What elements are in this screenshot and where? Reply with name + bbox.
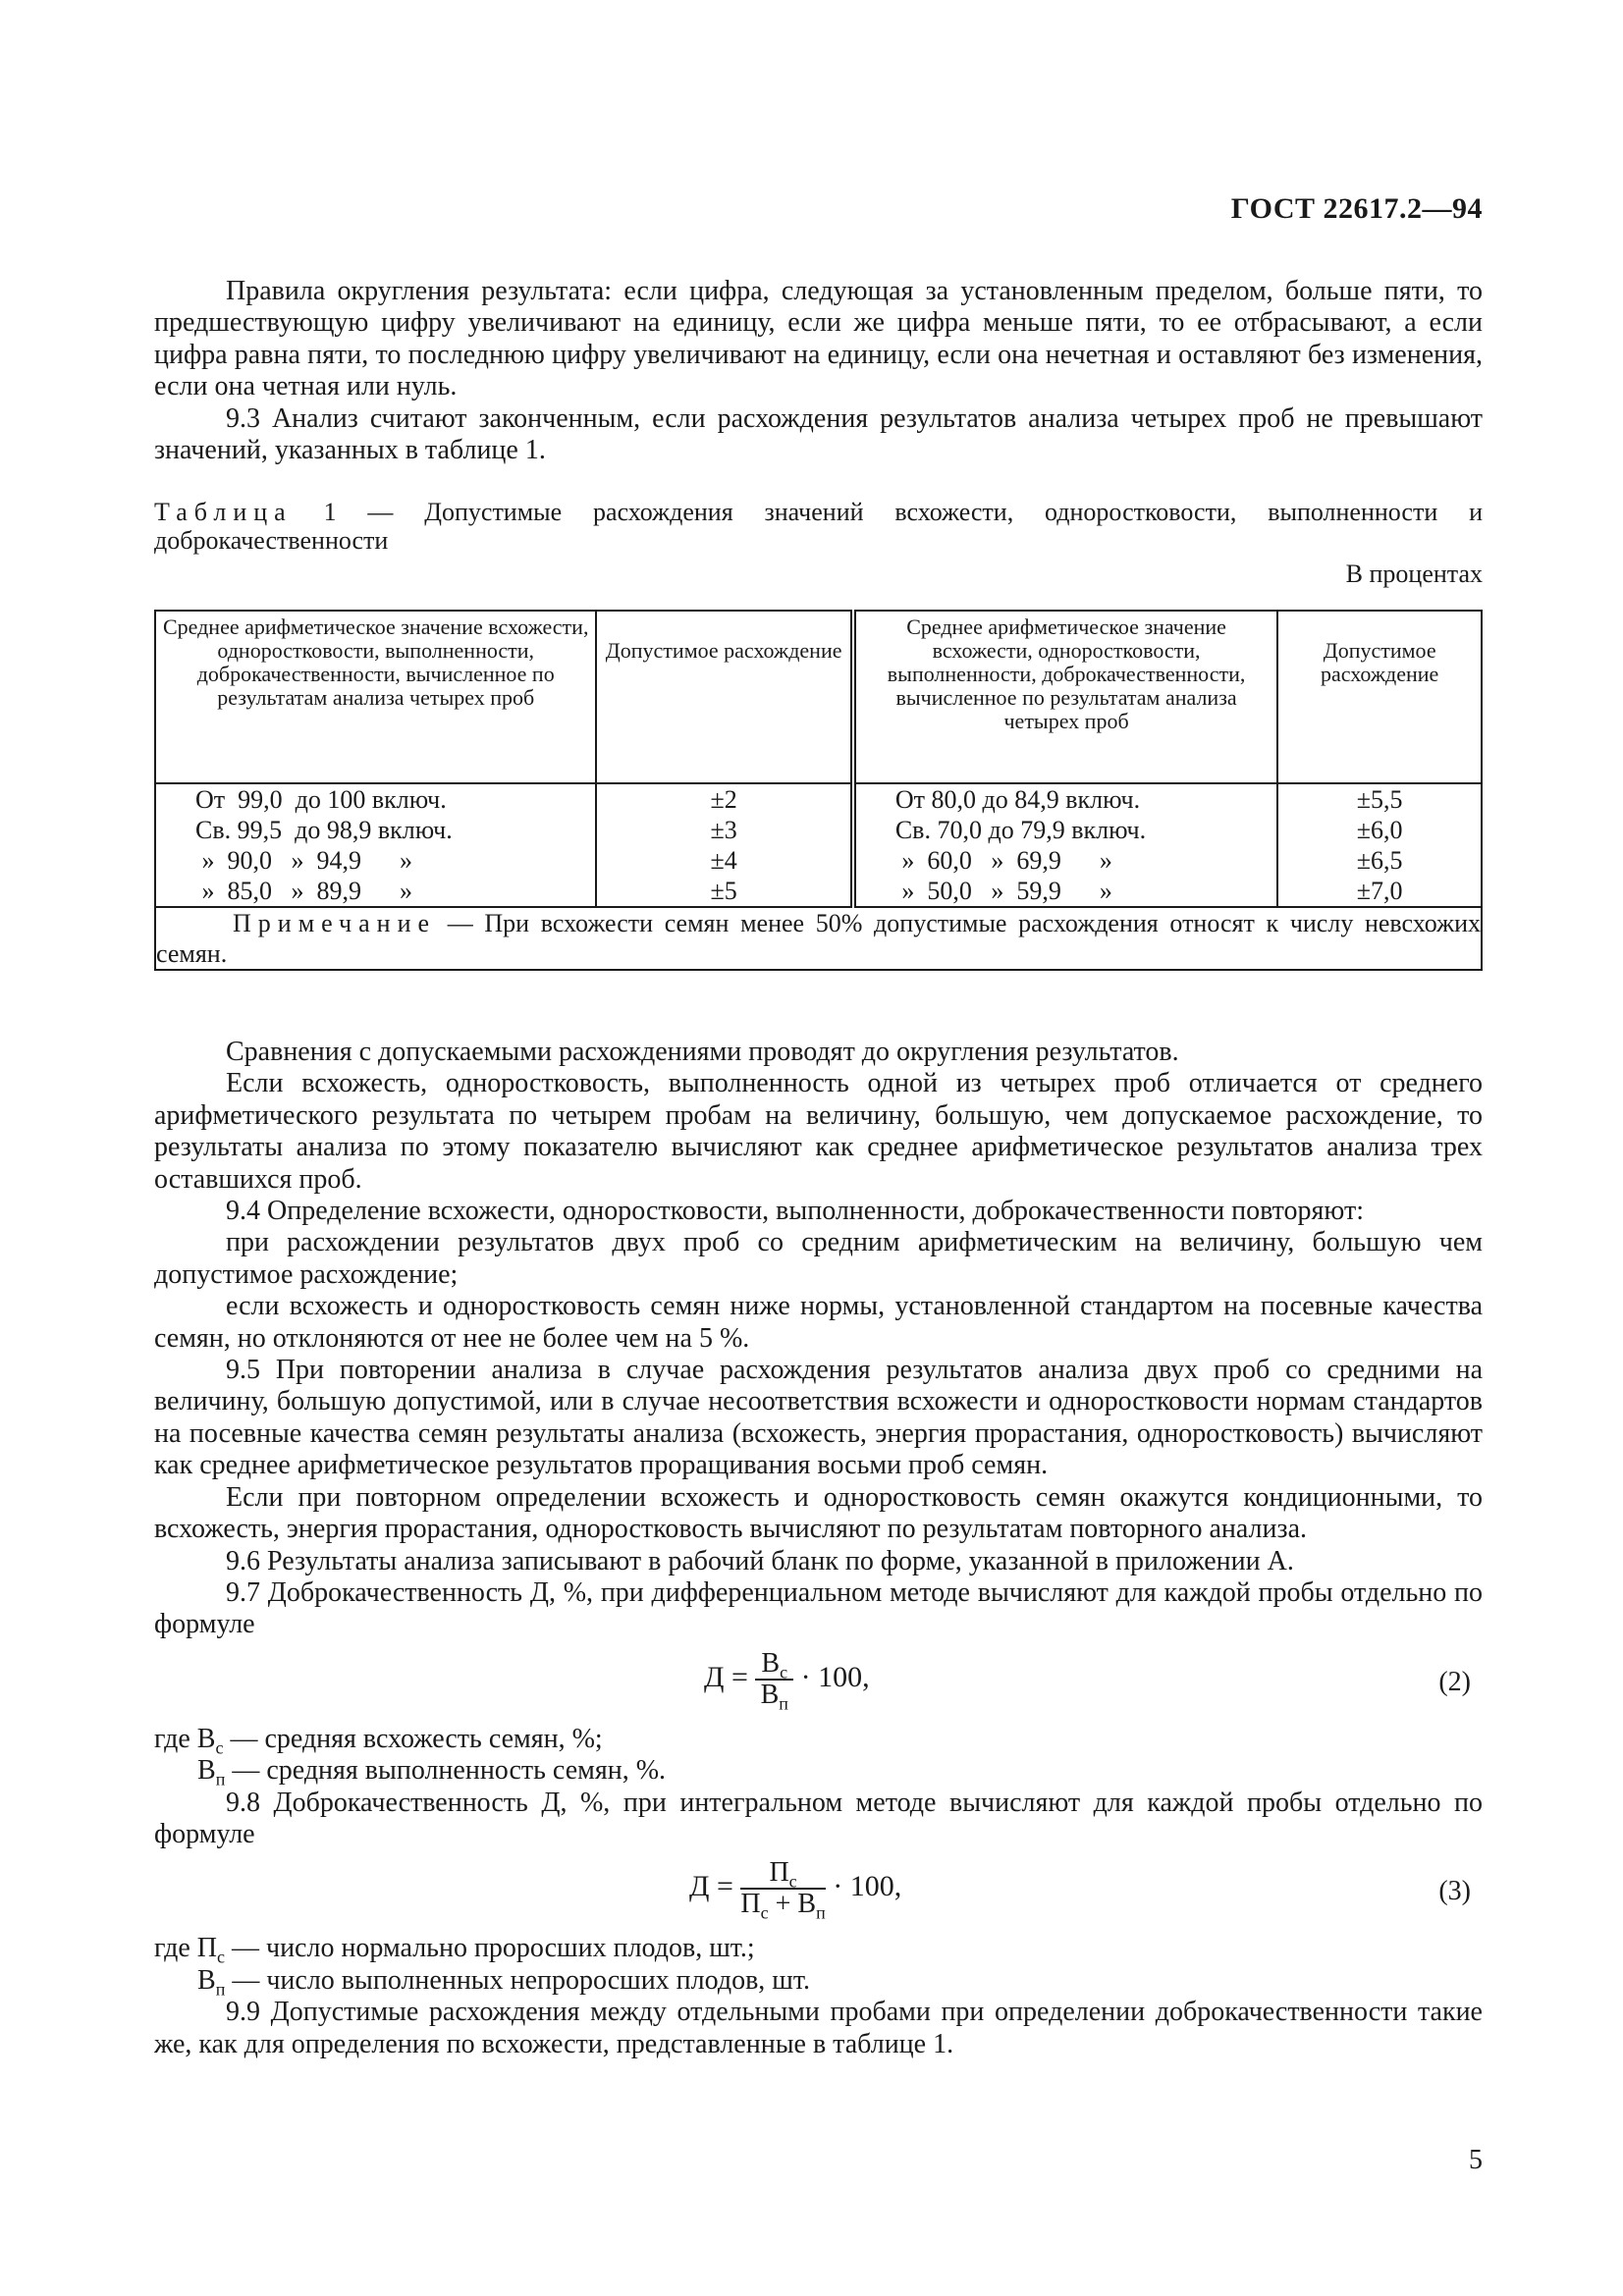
paragraph-9-7: 9.7 Доброкачественность Д, %, при дифференциальном методе вычисляют для каждой пробы отдельно по формуле xyxy=(154,1576,1483,1640)
table-header-row xyxy=(155,611,1482,783)
where-2-line-2: $В_п$ — средняя выполненность семян, %. xyxy=(197,1755,667,1789)
range-value: Св. 99,5 до 98,9 включ. xyxy=(195,816,453,844)
range-value: Св. 70,0 до 79,9 включ. xyxy=(894,816,1147,844)
tolerance-value: ±3 xyxy=(710,816,737,844)
note-text: — При всхожести семян менее 50% допустимые расхождения относят к числу невсхожих семян. xyxy=(156,909,1481,968)
formula-3 xyxy=(154,1850,1483,1933)
tolerance-table xyxy=(154,610,1483,971)
formula-2-fraction: $\frac{В_с}{В_п}$ xyxy=(755,1649,793,1710)
formula-3-number: (3) xyxy=(1438,1876,1471,1907)
paragraph-9-6: 9.6 Результаты анализа записывают в рабочий бланк по форме, указанной в приложении А. xyxy=(226,1545,1294,1576)
paragraph-9-5: 9.5 При повторении анализа в случае расхождения результатов анализа двух проб со средними на величину, большую допустимой, или в случае несоответствия всхожести и одноростковости нормам стандартов на посевные качества семян результаты анализа (всхожесть, энергия прорастания, одноростковость) вычисляют как среднее арифметическое результатов проращивания восьми проб семян. xyxy=(154,1355,1483,1481)
document-id-header: ГОСТ 22617.2—94 xyxy=(1230,192,1483,225)
tolerance-value: ±5 xyxy=(710,877,737,905)
table-data-row xyxy=(155,783,1482,907)
paragraph-9-8: 9.8 Доброкачественность Д, %, при интегральном методе вычисляют для каждой пробы отдельно по формуле xyxy=(154,1787,1483,1849)
left-tolerance-cell xyxy=(596,783,852,907)
paragraph-rounding-rules: Правила округления результата: если цифра, следующая за установленным пределом, больше пяти, то предшествующую цифру увеличивают на единицу, если же цифра меньше пяти, то ее отбрасывают, а если цифра равна пяти, то последнюю цифру увеличивают на единицу, если она нечетная и оставляют без изменения, если она четная или нуль. xyxy=(154,276,1483,402)
where-2-line-1: где $В_с$ — средняя всхожесть семян, %; xyxy=(154,1723,603,1758)
tolerance-value: ±2 xyxy=(710,785,737,814)
where-3-line-1: где $П_с$ — число нормально проросших плодов, шт.; xyxy=(154,1933,755,1967)
header-tolerance-left: Допустимое расхождение xyxy=(596,611,852,783)
table-caption xyxy=(154,498,1483,555)
right-ranges-cell xyxy=(853,783,1277,907)
tolerance-value: ±6,0 xyxy=(1356,816,1403,844)
range-value: От 80,0 до 84,9 включ. xyxy=(894,785,1141,814)
paragraph-comparison: Сравнения с допускаемыми расхождениями проводят до округления результатов. xyxy=(226,1037,1179,1067)
range-value: От 99,0 до 100 включ. xyxy=(195,785,447,814)
paragraph-9-9: 9.9 Допустимые расхождения между отдельными пробами при определении доброкачественности такие же, как для определения по всхожести, представленные в таблице 1. xyxy=(154,1997,1483,2059)
header-tolerance-right: Допустимое расхождение xyxy=(1277,611,1482,783)
header-mean-value-left: Среднее арифметическое значение всхожести, одноростковости, выполненности, доброкачественности, вычисленное по результатам анализа четырех проб xyxy=(155,611,596,783)
table-caption-label: Таблица xyxy=(154,498,293,526)
table-caption-text: 1 — Допустимые расхождения значений всхожести, одноростковости, выполненности и доброкачественности xyxy=(154,498,1484,555)
paragraph-9-4: 9.4 Определение всхожести, одноростковости, выполненности, доброкачественности повторяют: xyxy=(226,1196,1364,1227)
formula-3-lhs: Д = xyxy=(689,1870,733,1903)
intro-section xyxy=(154,276,1483,466)
note-label: Примечание xyxy=(233,909,437,937)
table-note xyxy=(155,907,1482,970)
paragraph-deviation: Если всхожесть, одноростковость, выполненность одной из четырех проб отличается от среднего арифметического результата по четырем пробам на величину, большую, чем допускаемое расхождение, то результаты анализа по этому показателю вычисляют как среднее арифметическое результатов анализа трех оставшихся проб. xyxy=(154,1068,1483,1195)
tolerance-value: ±4 xyxy=(710,846,737,875)
tolerance-value: ±6,5 xyxy=(1356,846,1403,875)
formula-3-rhs: · 100, xyxy=(833,1870,902,1903)
paragraph-9-3: 9.3 Анализ считают законченным, если расхождения результатов анализа четырех проб не превышают значений, указанных в таблице 1. xyxy=(154,402,1483,466)
formula-2-lhs: Д = xyxy=(704,1660,748,1693)
table-units: В процентах xyxy=(1345,560,1483,588)
formula-2 xyxy=(154,1641,1483,1724)
tolerance-value: ±5,5 xyxy=(1356,785,1403,814)
right-tolerance-cell xyxy=(1277,783,1482,907)
paragraph-repeat-analysis: Если при повторном определении всхожесть и одноростковость семян окажутся кондиционными, то всхожесть, энергия прорастания, одноростковость вычисляют по результатам повторного анализа. xyxy=(154,1481,1483,1545)
range-value: » 85,0 » 89,9 » xyxy=(195,877,412,905)
header-mean-value-right: Среднее арифметическое значение всхожести, одноростковости, выполненности, доброкачественности, вычисленное по результатам анализа четырех проб xyxy=(853,611,1277,783)
formula-2-rhs: · 100, xyxy=(800,1660,870,1693)
paragraph-9-4-case-1: при расхождении результатов двух проб со средним арифметическим на величину, большую чем допустимое расхождение; xyxy=(154,1227,1483,1290)
formula-2-number: (2) xyxy=(1438,1666,1471,1697)
main-section xyxy=(154,1037,1483,2060)
table-note-row xyxy=(155,907,1482,970)
paragraph-9-4-case-2: если всхожесть и одноростковость семян ниже нормы, установленной стандартом на посевные качества семян, но отклоняются от нее не более чем на 5 %. xyxy=(154,1291,1483,1354)
range-value: » 90,0 » 94,9 » xyxy=(195,846,412,875)
page-number: 5 xyxy=(1469,2145,1483,2175)
left-ranges-cell xyxy=(155,783,596,907)
range-value: » 60,0 » 69,9 » xyxy=(894,846,1112,875)
formula-3-fraction: $\frac{П_с}{П_с + В_п}$ xyxy=(740,1857,826,1923)
tolerance-value: ±7,0 xyxy=(1356,877,1403,905)
range-value: » 50,0 » 59,9 » xyxy=(894,877,1112,905)
where-3-line-2: $В_п$ — число выполненных непроросших плодов, шт. xyxy=(197,1964,810,2000)
